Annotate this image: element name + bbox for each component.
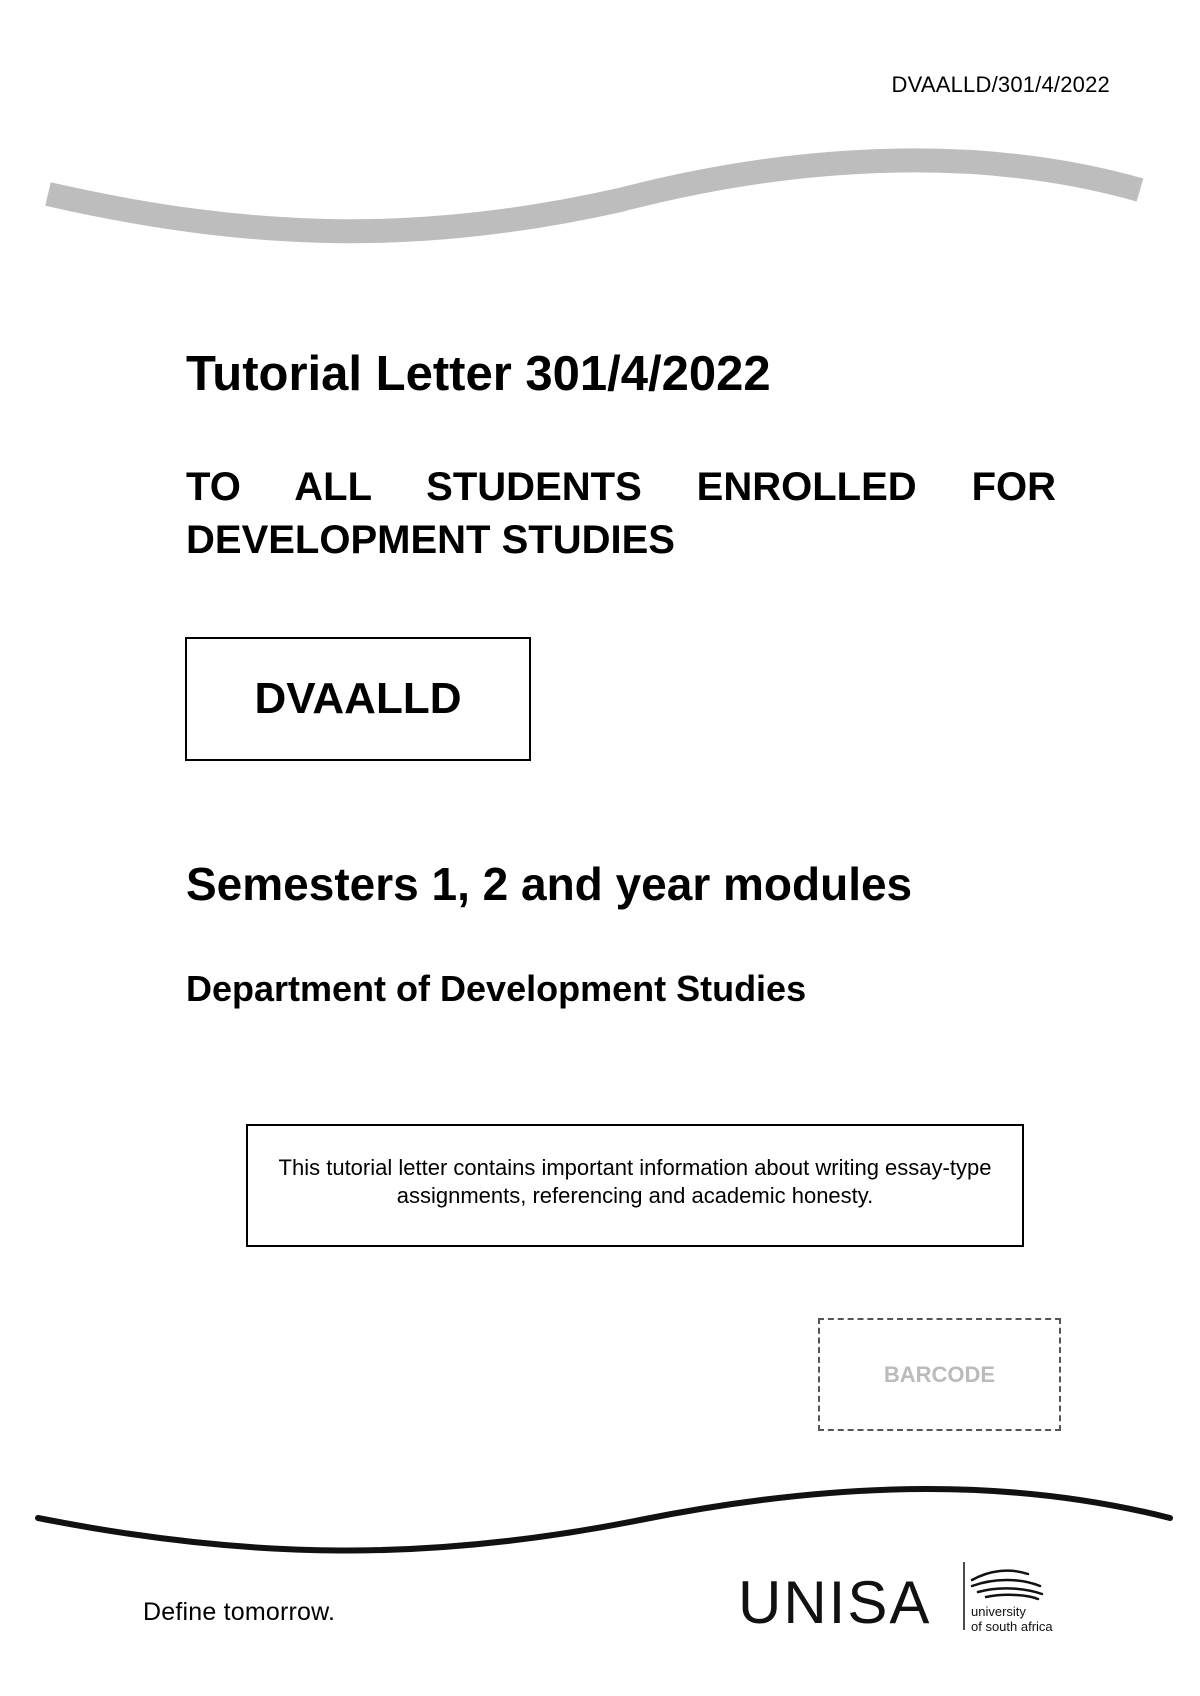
logo-subtext-line2: of south africa bbox=[971, 1619, 1053, 1634]
page-title: Tutorial Letter 301/4/2022 bbox=[186, 347, 771, 401]
tagline: Define tomorrow. bbox=[143, 1598, 336, 1626]
notice-text: This tutorial letter contains important information about writing essay-type assignments, referencing and academic honesty. bbox=[278, 1155, 992, 1208]
department-heading: Department of Development Studies bbox=[186, 968, 807, 1009]
top-grey-wave bbox=[48, 160, 1140, 231]
barcode-label: BARCODE bbox=[883, 1361, 996, 1387]
bottom-black-wave bbox=[38, 1489, 1170, 1551]
logo-wordmark: UNISA bbox=[738, 1569, 932, 1636]
barcode-placeholder bbox=[818, 1318, 1061, 1431]
unisa-logo bbox=[738, 1550, 1068, 1640]
logo-emblem-icon bbox=[972, 1571, 1042, 1599]
notice-box bbox=[246, 1124, 1024, 1247]
document-code: DVAALLD/301/4/2022 bbox=[891, 72, 1110, 97]
module-code: DVAALLD bbox=[254, 674, 462, 723]
logo-subtext-line1: university bbox=[971, 1604, 1026, 1619]
semesters-heading: Semesters 1, 2 and year modules bbox=[186, 858, 913, 910]
addressee-line: TO ALL STUDENTS ENROLLED FOR DEVELOPMENT STUDIES bbox=[186, 465, 1056, 562]
module-code-box bbox=[185, 637, 531, 761]
